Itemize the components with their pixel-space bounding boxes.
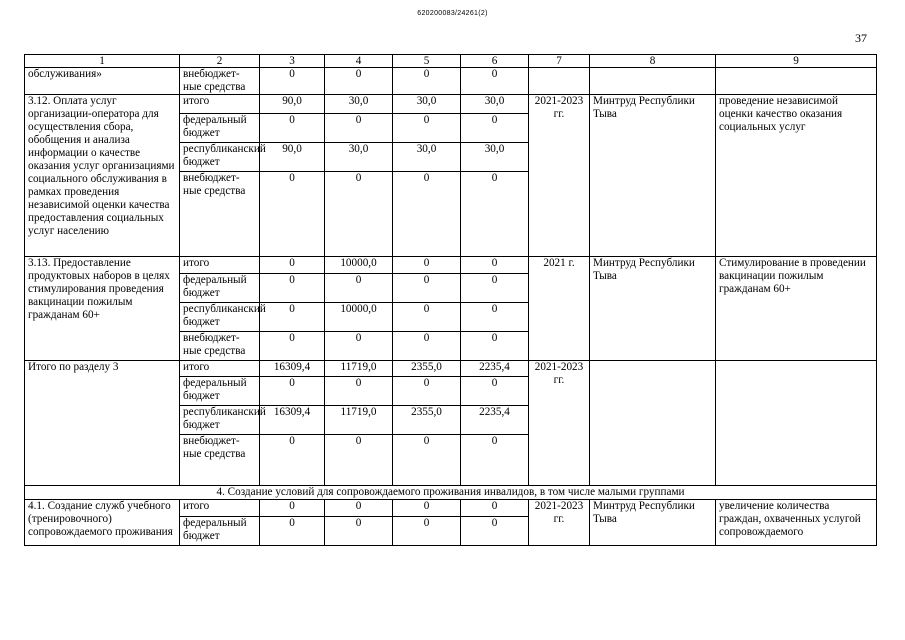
amount-2021: 0 <box>325 517 393 546</box>
document-id: 620200083/24261(2) <box>417 10 488 17</box>
amount-2023: 2235,4 <box>461 406 529 435</box>
amount-total: 16309,4 <box>260 361 325 377</box>
amount-2023: 0 <box>461 435 529 486</box>
amount-2023: 0 <box>461 172 529 257</box>
funding-source: федеральный бюджет <box>180 377 260 406</box>
funding-source: внебюджет-ные средства <box>180 68 260 95</box>
table-row <box>25 257 877 274</box>
amount-2022: 0 <box>393 377 461 406</box>
amount-2023: 2235,4 <box>461 361 529 377</box>
expected-result: Стимулирование в проведении вакцинации пожилым гражданам 60+ <box>716 257 877 361</box>
col-number: 2 <box>180 55 260 68</box>
measure-name: 3.13. Предоставление продуктовых наборов в целях стимулирования проведения вакцинации пожилым гражданам 60+ <box>25 257 180 361</box>
amount-total: 0 <box>260 274 325 303</box>
amount-total: 0 <box>260 517 325 546</box>
measure-name: 4.1. Создание служб учебного (тренировочного) сопровождаемого проживания <box>25 500 180 546</box>
amount-2023: 0 <box>461 68 529 95</box>
amount-total: 90,0 <box>260 95 325 114</box>
amount-2023: 0 <box>461 114 529 143</box>
executor: Минтруд Республики Тыва <box>590 257 716 361</box>
amount-2021: 0 <box>325 500 393 517</box>
amount-2022: 0 <box>393 435 461 486</box>
col-number: 3 <box>260 55 325 68</box>
executor: Минтруд Республики Тыва <box>590 95 716 257</box>
amount-2023: 0 <box>461 303 529 332</box>
col-number: 9 <box>716 55 877 68</box>
section-heading-row <box>25 486 877 500</box>
col-number: 8 <box>590 55 716 68</box>
expected-result: увеличение количества граждан, охваченных услугой сопровождаемого <box>716 500 877 546</box>
amount-2021: 30,0 <box>325 143 393 172</box>
amount-2022: 0 <box>393 500 461 517</box>
amount-total: 90,0 <box>260 143 325 172</box>
amount-2023: 0 <box>461 377 529 406</box>
amount-total: 0 <box>260 435 325 486</box>
table-row <box>25 95 877 114</box>
executor: Минтруд Республики Тыва <box>590 500 716 546</box>
amount-2023: 30,0 <box>461 143 529 172</box>
amount-total: 0 <box>260 172 325 257</box>
measure-name: обслуживания» <box>25 68 180 95</box>
amount-2023: 0 <box>461 257 529 274</box>
program-table <box>24 54 877 546</box>
amount-2022: 0 <box>393 172 461 257</box>
amount-2022: 0 <box>393 114 461 143</box>
funding-source: республиканский бюджет <box>180 303 260 332</box>
page-number: 37 <box>855 31 867 45</box>
column-number-row <box>25 55 877 68</box>
amount-2023: 0 <box>461 274 529 303</box>
period: 2021-2023 гг. <box>529 95 590 257</box>
amount-2022: 0 <box>393 274 461 303</box>
table-row <box>25 361 877 377</box>
amount-total: 0 <box>260 500 325 517</box>
amount-2021: 11719,0 <box>325 406 393 435</box>
amount-2021: 0 <box>325 114 393 143</box>
continuation-row <box>25 68 877 95</box>
measure-name: 3.12. Оплата услуг организации-оператора для осуществления сбора, обобщения и анализа информации о качестве оказания услуг организациями социального обслуживания в рамках проведения независимой оценки качества предоставления социальных услуг населению <box>25 95 180 257</box>
funding-source: итого <box>180 257 260 274</box>
amount-2022: 0 <box>393 332 461 361</box>
amount-2021: 10000,0 <box>325 257 393 274</box>
section-heading: 4. Создание условий для сопровождаемого проживания инвалидов, в том числе малыми группами <box>25 486 877 500</box>
amount-total: 0 <box>260 114 325 143</box>
amount-total: 0 <box>260 68 325 95</box>
funding-source: республиканский бюджет <box>180 406 260 435</box>
table-row <box>25 500 877 517</box>
amount-2022: 2355,0 <box>393 361 461 377</box>
amount-2023: 30,0 <box>461 95 529 114</box>
amount-total: 0 <box>260 303 325 332</box>
amount-total: 0 <box>260 257 325 274</box>
amount-2023: 0 <box>461 517 529 546</box>
funding-source: федеральный бюджет <box>180 517 260 546</box>
expected-result: проведение независимой оценки качество оказания социальных услуг <box>716 95 877 257</box>
col-number: 5 <box>393 55 461 68</box>
col-number: 7 <box>529 55 590 68</box>
funding-source: итого <box>180 500 260 517</box>
col-number: 1 <box>25 55 180 68</box>
amount-2021: 0 <box>325 435 393 486</box>
amount-2022: 0 <box>393 257 461 274</box>
col-number: 4 <box>325 55 393 68</box>
amount-2021: 0 <box>325 274 393 303</box>
amount-2022: 30,0 <box>393 143 461 172</box>
period: 2021-2023 гг. <box>529 361 590 486</box>
amount-2023: 0 <box>461 332 529 361</box>
amount-2022: 30,0 <box>393 95 461 114</box>
amount-total: 0 <box>260 377 325 406</box>
amount-2022: 2355,0 <box>393 406 461 435</box>
funding-source: внебюджет-ные средства <box>180 172 260 257</box>
col-number: 6 <box>461 55 529 68</box>
amount-2021: 30,0 <box>325 95 393 114</box>
amount-2023: 0 <box>461 500 529 517</box>
funding-source: республиканский бюджет <box>180 143 260 172</box>
amount-2021: 0 <box>325 332 393 361</box>
amount-2021: 0 <box>325 172 393 257</box>
amount-2022: 0 <box>393 517 461 546</box>
period: 2021-2023 гг. <box>529 500 590 546</box>
amount-2021: 10000,0 <box>325 303 393 332</box>
funding-source: внебюджет-ные средства <box>180 332 260 361</box>
funding-source: итого <box>180 361 260 377</box>
amount-2022: 0 <box>393 303 461 332</box>
amount-total: 0 <box>260 332 325 361</box>
section-total-label: Итого по разделу 3 <box>25 361 180 486</box>
amount-2022: 0 <box>393 68 461 95</box>
funding-source: внебюджет-ные средства <box>180 435 260 486</box>
amount-2021: 11719,0 <box>325 361 393 377</box>
funding-source: федеральный бюджет <box>180 114 260 143</box>
amount-total: 16309,4 <box>260 406 325 435</box>
funding-source: итого <box>180 95 260 114</box>
period: 2021 г. <box>529 257 590 361</box>
amount-2021: 0 <box>325 68 393 95</box>
funding-source: федеральный бюджет <box>180 274 260 303</box>
amount-2021: 0 <box>325 377 393 406</box>
